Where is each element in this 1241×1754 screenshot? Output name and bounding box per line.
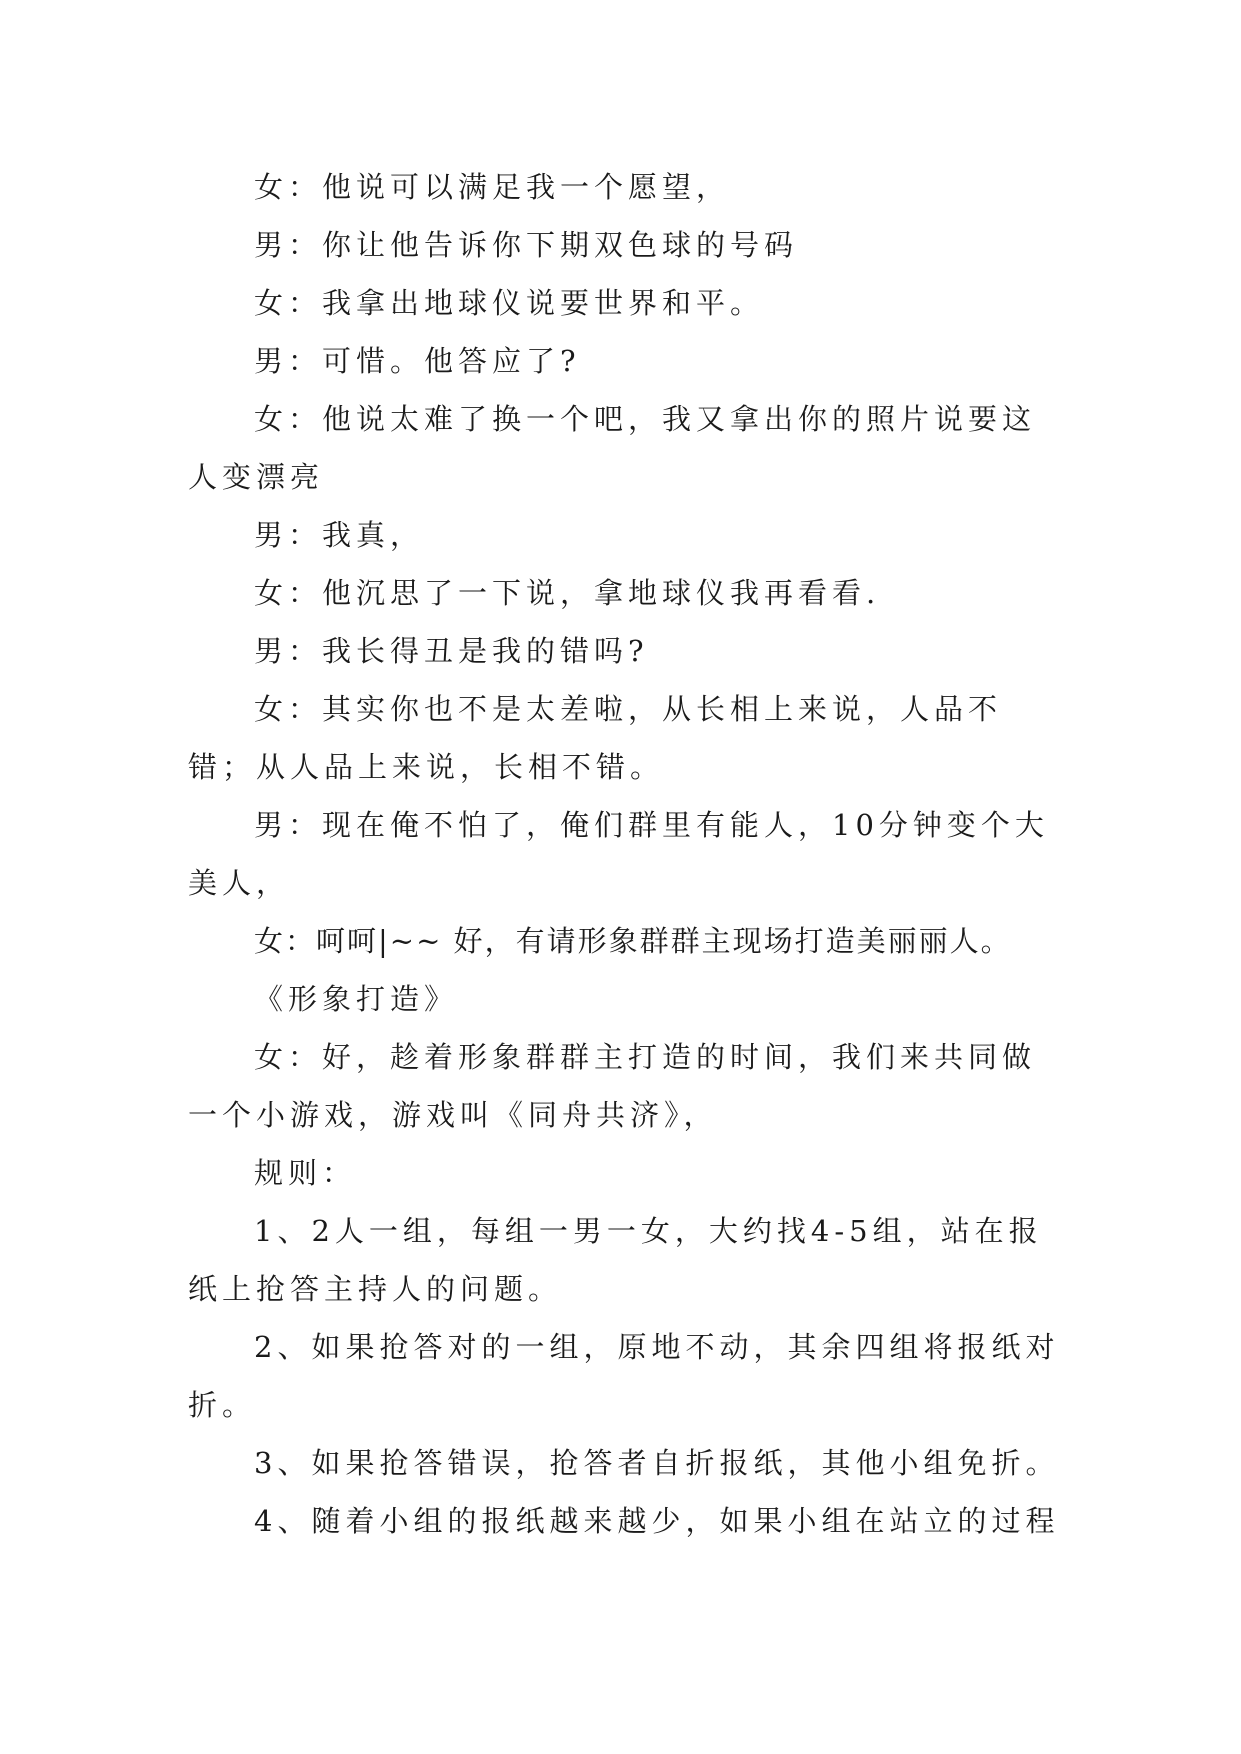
document-body — [188, 158, 1060, 1550]
section-title: 《形象打造》 — [254, 982, 459, 1016]
paragraph: 女：好，趁着形象群群主打造的时间，我们来共同做一个小游戏，游戏叫《同舟共济》， — [188, 1040, 1037, 1132]
rules-heading: 规则： — [254, 1156, 357, 1190]
paragraph: 女：其实你也不是太差啦，从长相上来说，人品不错；从人品上来说，长相不错。 — [188, 692, 1003, 784]
paragraph: 女：他说可以满足我一个愿望， — [254, 170, 731, 204]
paragraph: 男：你让他告诉你下期双色球的号码 — [254, 228, 799, 262]
paragraph: 男：我真， — [254, 518, 425, 552]
paragraph: 女：呵呵|~~ 好，有请形象群群主现场打造美丽丽人。 — [254, 924, 1012, 958]
paragraph: 女：他说太难了换一个吧，我又拿出你的照片说要这人变漂亮 — [188, 402, 1037, 494]
rule-item: 4、随着小组的报纸越来越少，如果小组在站立的过程 — [254, 1504, 1060, 1538]
paragraph: 男：我长得丑是我的错吗? — [254, 634, 649, 668]
paragraph: 女：我拿出地球仪说要世界和平。 — [254, 286, 765, 320]
paragraph: 男：可惜。他答应了? — [254, 344, 581, 378]
paragraph: 女：他沉思了一下说，拿地球仪我再看看. — [254, 576, 881, 610]
paragraph: 男：现在俺不怕了，俺们群里有能人，10分钟变个大美人， — [188, 808, 1049, 900]
rule-item: 1、2人一组，每组一男一女，大约找4-5组，站在报纸上抢答主持人的问题。 — [188, 1214, 1043, 1306]
rule-item: 3、如果抢答错误，抢答者自折报纸，其他小组免折。 — [254, 1446, 1060, 1480]
rule-item: 2、如果抢答对的一组，原地不动，其余四组将报纸对折。 — [188, 1330, 1060, 1422]
